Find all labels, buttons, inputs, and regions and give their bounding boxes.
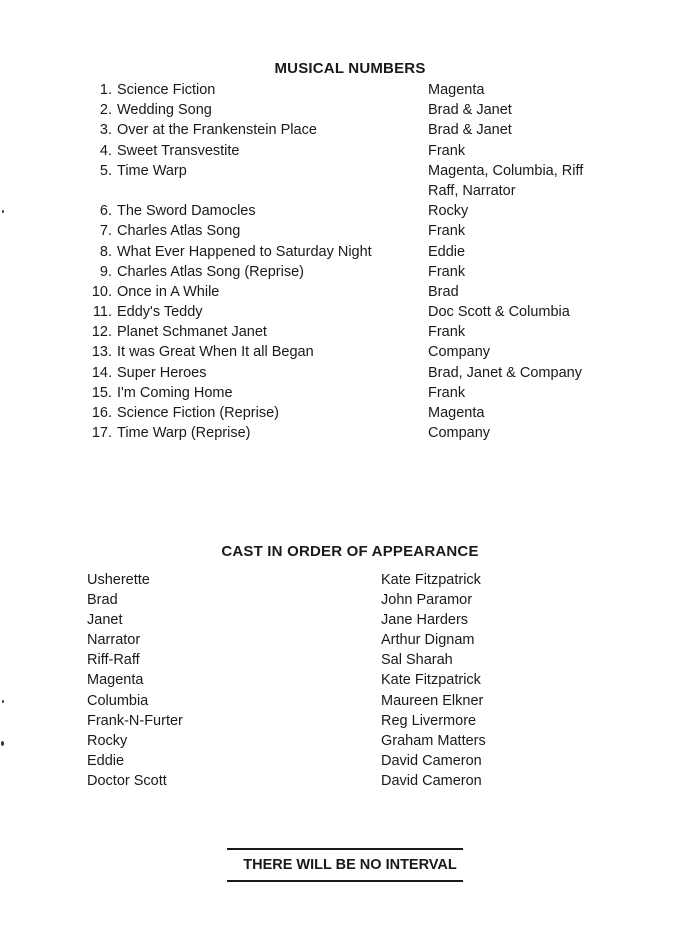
song-performer: Magenta, Columbia, Riff (428, 162, 584, 179)
cast-row (0, 773, 700, 793)
cast-row (0, 713, 700, 733)
cast-actor: Kate Fitzpatrick (381, 572, 481, 588)
song-title: Time Warp (117, 162, 187, 179)
cast-row (0, 652, 700, 672)
song-number: 8. (99, 243, 112, 260)
cast-role: Frank-N-Furter (87, 712, 183, 729)
song-title: Over at the Frankenstein Place (117, 122, 317, 139)
song-number: 16. (91, 405, 112, 422)
cast-row (0, 592, 700, 612)
song-row (0, 163, 700, 203)
cast-actor: Maureen Elkner (381, 692, 484, 709)
cast-role: Doctor Scott (87, 772, 167, 789)
song-number: 5. (99, 162, 112, 179)
cast-role: Janet (87, 612, 123, 629)
song-title: Eddy's Teddy (117, 304, 203, 321)
scan-speck (2, 210, 4, 213)
cast-row (0, 672, 700, 692)
song-row (0, 324, 700, 344)
song-title: Planet Schmanet Janet (117, 324, 267, 341)
song-performer: Frank (428, 384, 466, 401)
song-number: 2. (99, 102, 112, 119)
song-row (0, 304, 700, 324)
song-performer: Company (428, 425, 491, 442)
song-performer: Company (428, 344, 491, 361)
song-row (0, 203, 700, 223)
song-performer: Magenta (428, 405, 485, 422)
song-number: 6. (99, 203, 112, 220)
cast-role: Columbia (87, 692, 149, 709)
song-title: Science Fiction (117, 82, 216, 98)
cast-actor: Jane Harders (381, 612, 469, 629)
song-number: 9. (99, 263, 112, 280)
cast-row (0, 693, 700, 713)
song-row (0, 244, 700, 264)
song-row (0, 102, 700, 122)
song-title: Charles Atlas Song (Reprise) (117, 263, 304, 280)
song-performer-continued: Raff, Narrator (428, 182, 516, 199)
musical-numbers-list (0, 82, 700, 445)
cast-actor: Reg Livermore (381, 712, 477, 729)
song-title: What Ever Happened to Saturday Night (117, 243, 372, 260)
song-performer: Eddie (428, 243, 466, 260)
song-performer: Brad (428, 283, 459, 300)
song-row (0, 264, 700, 284)
scan-speck (2, 700, 4, 703)
song-number: 3. (99, 122, 112, 139)
song-number: 7. (99, 223, 112, 240)
song-performer: Doc Scott & Columbia (428, 304, 570, 321)
cast-row (0, 733, 700, 753)
cast-row (0, 753, 700, 773)
song-row (0, 405, 700, 425)
song-number: 13. (91, 344, 112, 361)
song-row (0, 425, 700, 445)
song-number: 17. (91, 425, 112, 442)
cast-actor: Graham Matters (381, 732, 486, 749)
song-title: Wedding Song (117, 102, 212, 119)
cast-actor: David Cameron (381, 772, 482, 789)
interval-notice: THERE WILL BE NO INTERVAL (243, 857, 457, 873)
cast-role: Usherette (87, 572, 150, 588)
musical-numbers-heading: MUSICAL NUMBERS (274, 60, 426, 77)
song-row (0, 82, 700, 102)
cast-role: Riff-Raff (87, 652, 140, 669)
song-number: 1. (99, 82, 112, 98)
song-performer: Frank (428, 324, 466, 341)
song-row (0, 365, 700, 385)
song-row (0, 344, 700, 364)
song-number: 15. (91, 384, 112, 401)
notice-top-rule (227, 848, 463, 850)
song-number: 10. (91, 283, 112, 300)
cast-row (0, 632, 700, 652)
song-title: Science Fiction (Reprise) (117, 405, 279, 422)
cast-row (0, 572, 700, 592)
song-title: I'm Coming Home (117, 384, 233, 401)
song-row (0, 385, 700, 405)
cast-role: Rocky (87, 732, 128, 749)
song-performer: Brad & Janet (428, 102, 512, 119)
song-number: 14. (91, 364, 112, 381)
song-row (0, 284, 700, 304)
notice-bottom-rule (227, 880, 463, 882)
song-number: 4. (99, 142, 112, 159)
song-performer: Magenta (428, 82, 485, 98)
cast-heading: CAST IN ORDER OF APPEARANCE (221, 543, 479, 560)
scan-speck (1, 741, 4, 746)
cast-role: Narrator (87, 632, 141, 649)
cast-actor: Arthur Dignam (381, 632, 475, 649)
cast-row (0, 612, 700, 632)
song-performer: Brad & Janet (428, 122, 512, 139)
song-row (0, 143, 700, 163)
song-row (0, 122, 700, 142)
song-performer: Rocky (428, 203, 469, 220)
cast-role: Brad (87, 592, 118, 609)
song-number: 11. (92, 304, 112, 321)
cast-actor: John Paramor (381, 592, 473, 609)
song-title: Once in A While (117, 283, 220, 300)
song-performer: Frank (428, 142, 466, 159)
cast-actor: Sal Sharah (381, 652, 453, 669)
song-title: Charles Atlas Song (117, 223, 241, 240)
song-performer: Frank (428, 263, 466, 280)
song-row (0, 223, 700, 243)
cast-list (0, 572, 700, 793)
song-title: Sweet Transvestite (117, 142, 240, 159)
song-number: 12. (91, 324, 112, 341)
song-title: Time Warp (Reprise) (117, 425, 251, 442)
song-title: The Sword Damocles (117, 203, 256, 220)
song-title: It was Great When It all Began (117, 344, 314, 361)
cast-role: Eddie (87, 752, 125, 769)
cast-actor: David Cameron (381, 752, 482, 769)
song-title: Super Heroes (117, 364, 207, 381)
cast-actor: Kate Fitzpatrick (381, 672, 481, 689)
song-performer: Brad, Janet & Company (428, 364, 582, 381)
cast-role: Magenta (87, 672, 144, 689)
song-performer: Frank (428, 223, 466, 240)
